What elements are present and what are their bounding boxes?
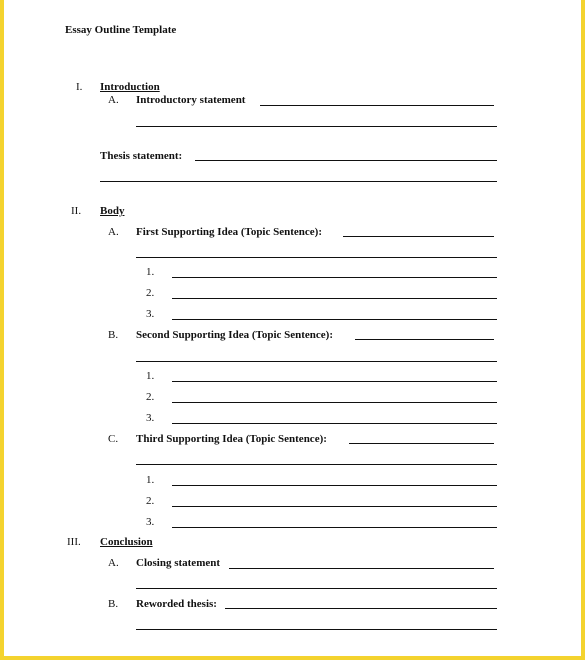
sub-item-marker: 2.: [146, 495, 155, 507]
document-title: Essay Outline Template: [65, 24, 177, 36]
third-supporting-idea-label: Third Supporting Idea (Topic Sentence):: [136, 433, 327, 445]
sub-item-marker: 3.: [146, 516, 155, 528]
section-numeral-body: II.: [71, 205, 82, 217]
second-idea-detail-line-3[interactable]: [172, 423, 497, 424]
third-idea-detail-line-3[interactable]: [172, 527, 497, 528]
closing-statement-line-2[interactable]: [136, 588, 497, 589]
first-idea-detail-line-1[interactable]: [172, 277, 497, 278]
introductory-statement-label: Introductory statement: [136, 94, 246, 106]
conclusion-item-marker: B.: [108, 598, 119, 610]
section-heading-body: Body: [100, 205, 125, 217]
closing-statement-label: Closing statement: [136, 557, 221, 569]
reworded-thesis-line[interactable]: [225, 608, 497, 609]
sub-item-marker: 2.: [146, 287, 155, 299]
reworded-thesis-line-2[interactable]: [136, 629, 497, 630]
first-supporting-idea-line[interactable]: [343, 236, 494, 237]
conclusion-item-marker: A.: [108, 557, 119, 569]
first-supporting-idea-line-2[interactable]: [136, 257, 497, 258]
introductory-statement-line-2[interactable]: [136, 126, 497, 127]
sub-item-marker: 1.: [146, 266, 155, 278]
section-numeral-introduction: I.: [76, 81, 83, 93]
third-supporting-idea-line[interactable]: [349, 443, 494, 444]
reworded-thesis-label: Reworded thesis:: [136, 598, 217, 610]
second-idea-detail-line-1[interactable]: [172, 381, 497, 382]
body-idea-marker: A.: [108, 226, 119, 238]
sub-item-marker: 3.: [146, 308, 155, 320]
sub-item-marker: 3.: [146, 412, 155, 424]
thesis-statement-line[interactable]: [195, 160, 497, 161]
thesis-statement-line-2[interactable]: [100, 181, 497, 182]
intro-item-marker: A.: [108, 94, 119, 106]
introductory-statement-line[interactable]: [260, 105, 494, 106]
second-idea-detail-line-2[interactable]: [172, 402, 497, 403]
section-heading-introduction: Introduction: [100, 81, 160, 93]
third-supporting-idea-line-2[interactable]: [136, 464, 497, 465]
body-idea-marker: C.: [108, 433, 119, 445]
sub-item-marker: 1.: [146, 474, 155, 486]
third-idea-detail-line-1[interactable]: [172, 485, 497, 486]
closing-statement-line[interactable]: [229, 568, 494, 569]
first-idea-detail-line-2[interactable]: [172, 298, 497, 299]
second-supporting-idea-line-2[interactable]: [136, 361, 497, 362]
document-page: [4, 0, 581, 656]
thesis-statement-label: Thesis statement:: [100, 150, 183, 162]
body-idea-marker: B.: [108, 329, 119, 341]
section-heading-conclusion: Conclusion: [100, 536, 153, 548]
second-supporting-idea-line[interactable]: [355, 339, 494, 340]
first-supporting-idea-label: First Supporting Idea (Topic Sentence):: [136, 226, 322, 238]
sub-item-marker: 2.: [146, 391, 155, 403]
sub-item-marker: 1.: [146, 370, 155, 382]
second-supporting-idea-label: Second Supporting Idea (Topic Sentence):: [136, 329, 334, 341]
third-idea-detail-line-2[interactable]: [172, 506, 497, 507]
section-numeral-conclusion: III.: [67, 536, 81, 548]
first-idea-detail-line-3[interactable]: [172, 319, 497, 320]
